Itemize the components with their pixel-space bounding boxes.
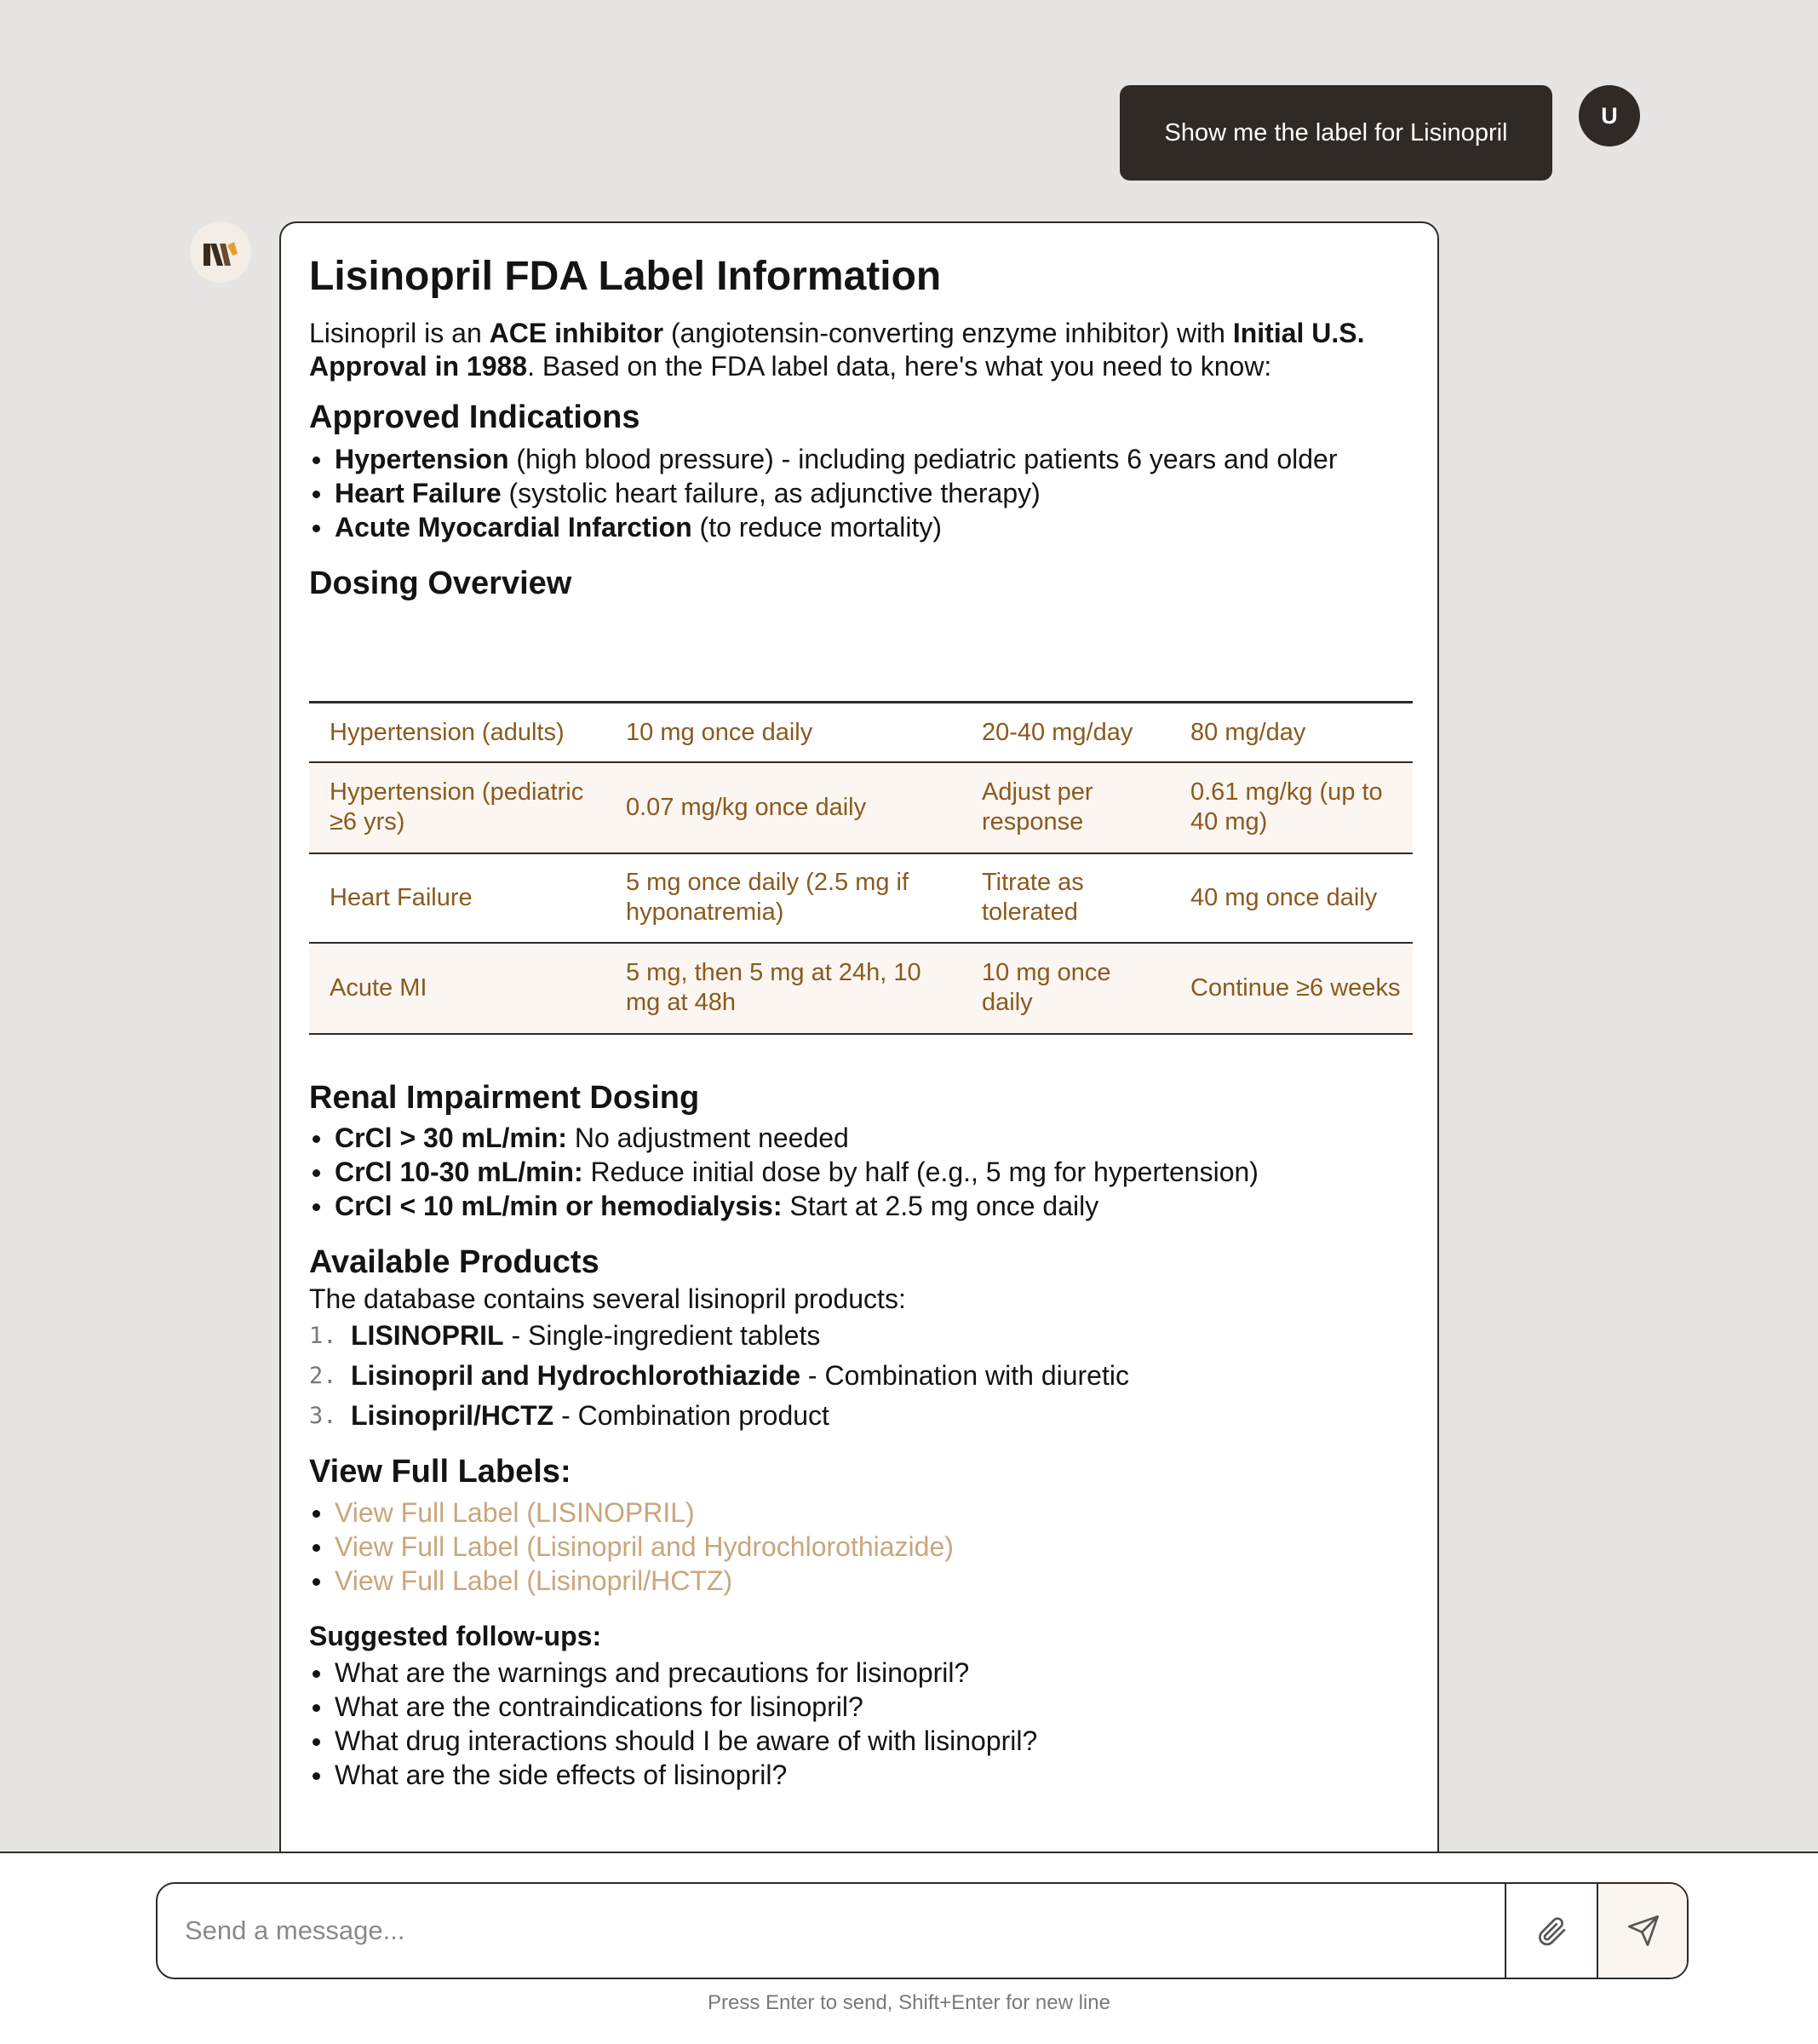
list-item bbox=[309, 510, 1409, 544]
section-heading-labels: View Full Labels: bbox=[309, 1453, 571, 1490]
table-cell: Hypertension (pediatric ≥6 yrs) bbox=[309, 762, 605, 853]
table-cell: 0.07 mg/kg once daily bbox=[605, 762, 961, 853]
item-bold: CrCl 10-30 mL/min: bbox=[335, 1157, 583, 1188]
view-label-link-lisinopril[interactable]: View Full Label (LISINOPRIL) bbox=[335, 1496, 695, 1528]
list-item bbox=[309, 1530, 1409, 1564]
table-cell: 20-40 mg/day bbox=[961, 703, 1170, 762]
table-cell: 5 mg once daily (2.5 mg if hyponatremia) bbox=[605, 853, 961, 943]
table-row bbox=[309, 943, 1413, 1034]
attach-button[interactable] bbox=[1505, 1884, 1597, 1978]
column-header: Maximum bbox=[1170, 624, 1413, 703]
item-bold: Acute Myocardial Infarction bbox=[335, 512, 692, 543]
item-bold: Hypertension bbox=[335, 444, 509, 475]
send-icon bbox=[1626, 1914, 1660, 1948]
table-cell: 0.61 mg/kg (up to 40 mg) bbox=[1170, 762, 1413, 853]
list-item bbox=[309, 442, 1409, 476]
paperclip-icon bbox=[1534, 1914, 1569, 1948]
table-cell: Adjust per response bbox=[961, 762, 1170, 853]
table-cell: Heart Failure bbox=[309, 853, 605, 943]
item-number: 3. bbox=[309, 1402, 337, 1429]
view-label-link-lisinopril-hctz[interactable]: View Full Label (Lisinopril/HCTZ) bbox=[335, 1565, 733, 1596]
item-bold: CrCl > 30 mL/min: bbox=[335, 1122, 567, 1154]
item-number: 2. bbox=[309, 1362, 337, 1389]
item-bold: Lisinopril and Hydrochlorothiazide bbox=[351, 1359, 801, 1391]
followup-item[interactable]: What are the contraindications for lisinopril? bbox=[309, 1690, 1409, 1724]
item-text: Reduce initial dose by half (e.g., 5 mg for hypertension) bbox=[582, 1157, 1259, 1188]
item-text: (high blood pressure) - including pediatric patients 6 years and older bbox=[508, 444, 1338, 475]
column-header: Usual Range bbox=[961, 624, 1170, 703]
item-bold: Lisinopril/HCTZ bbox=[351, 1399, 554, 1431]
message-input-box bbox=[156, 1882, 1689, 1979]
labels-list bbox=[309, 1496, 1409, 1598]
followup-item[interactable]: What are the side effects of lisinopril? bbox=[309, 1758, 1409, 1792]
item-text: - Combination with diuretic bbox=[800, 1359, 1129, 1391]
list-item bbox=[309, 1316, 1409, 1356]
list-item bbox=[309, 1155, 1409, 1189]
table-row bbox=[309, 762, 1413, 853]
message-input[interactable] bbox=[158, 1884, 1505, 1978]
intro-bold-2: Initial U.S. Approval in 1988 bbox=[309, 317, 1365, 382]
renal-list bbox=[309, 1121, 1409, 1223]
user-message-bubble: Show me the label for Lisinopril bbox=[1120, 85, 1552, 181]
table-row bbox=[309, 853, 1413, 943]
table-cell: Acute MI bbox=[309, 943, 605, 1034]
table-cell: Titrate as tolerated bbox=[961, 853, 1170, 943]
intro-text-2: (angiotensin-converting enzyme inhibitor) with bbox=[663, 317, 1233, 348]
intro-text-1: Lisinopril is an bbox=[309, 317, 490, 348]
indications-list bbox=[309, 442, 1409, 544]
list-item bbox=[309, 1396, 1409, 1436]
send-button[interactable] bbox=[1597, 1884, 1689, 1978]
user-message bbox=[1120, 85, 1552, 181]
followups-heading: Suggested follow-ups: bbox=[309, 1620, 602, 1651]
list-item bbox=[309, 1496, 1409, 1530]
intro-paragraph bbox=[309, 317, 1409, 383]
composer-hint: Press Enter to send, Shift+Enter for new line bbox=[708, 1991, 1110, 2014]
view-label-link-lisinopril-hctz-combo[interactable]: View Full Label (Lisinopril and Hydrochlorothiazide) bbox=[335, 1530, 954, 1562]
item-bold: Heart Failure bbox=[335, 478, 502, 509]
item-text: (systolic heart failure, as adjunctive therapy) bbox=[501, 478, 1041, 509]
response-title: Lisinopril FDA Label Information bbox=[309, 254, 942, 299]
section-heading-indications: Approved Indications bbox=[309, 399, 640, 435]
intro-text-3: . Based on the FDA label data, here's what you need to know: bbox=[527, 350, 1272, 382]
products-list bbox=[309, 1316, 1409, 1436]
followup-item[interactable]: What drug interactions should I be aware of with lisinopril? bbox=[309, 1724, 1409, 1758]
column-header: Indication bbox=[309, 624, 605, 703]
table-cell: 40 mg once daily bbox=[1170, 853, 1413, 943]
item-text: Start at 2.5 mg once daily bbox=[782, 1191, 1099, 1222]
dosing-table bbox=[309, 624, 1413, 1035]
table-cell: Continue ≥6 weeks bbox=[1170, 943, 1413, 1034]
table-cell: 10 mg once daily bbox=[961, 943, 1170, 1034]
table-cell: Hypertension (adults) bbox=[309, 703, 605, 762]
column-header: Initial Dose bbox=[605, 624, 961, 703]
list-item bbox=[309, 1189, 1409, 1223]
list-item bbox=[309, 1121, 1409, 1155]
item-text: - Single-ingredient tablets bbox=[503, 1319, 821, 1351]
list-item bbox=[309, 476, 1409, 510]
brand-logo-icon bbox=[202, 237, 239, 267]
message-composer bbox=[0, 1852, 1818, 2044]
section-heading-renal: Renal Impairment Dosing bbox=[309, 1079, 700, 1116]
list-item bbox=[309, 1564, 1409, 1598]
table-cell: 10 mg once daily bbox=[605, 703, 961, 762]
followups-list bbox=[309, 1656, 1409, 1792]
table-cell: 5 mg, then 5 mg at 24h, 10 mg at 48h bbox=[605, 943, 961, 1034]
item-bold: CrCl < 10 mL/min or hemodialysis: bbox=[335, 1191, 783, 1222]
intro-bold-1: ACE inhibitor bbox=[489, 317, 664, 348]
table-row bbox=[309, 703, 1413, 762]
section-heading-products: Available Products bbox=[309, 1244, 599, 1281]
list-item bbox=[309, 1356, 1409, 1396]
assistant-avatar bbox=[190, 221, 251, 283]
followup-item[interactable]: What are the warnings and precautions for lisinopril? bbox=[309, 1656, 1409, 1690]
products-intro: The database contains several lisinopril products: bbox=[309, 1283, 906, 1314]
item-bold: LISINOPRIL bbox=[351, 1319, 504, 1351]
table-cell: 80 mg/day bbox=[1170, 703, 1413, 762]
item-number: 1. bbox=[309, 1322, 337, 1349]
item-text: - Combination product bbox=[553, 1399, 829, 1431]
item-text: No adjustment needed bbox=[566, 1122, 849, 1154]
table-header-row bbox=[309, 624, 1413, 703]
item-text: (to reduce mortality) bbox=[691, 512, 943, 543]
section-heading-dosing: Dosing Overview bbox=[309, 566, 572, 602]
assistant-message-card bbox=[279, 221, 1439, 1857]
user-avatar: U bbox=[1579, 85, 1640, 146]
